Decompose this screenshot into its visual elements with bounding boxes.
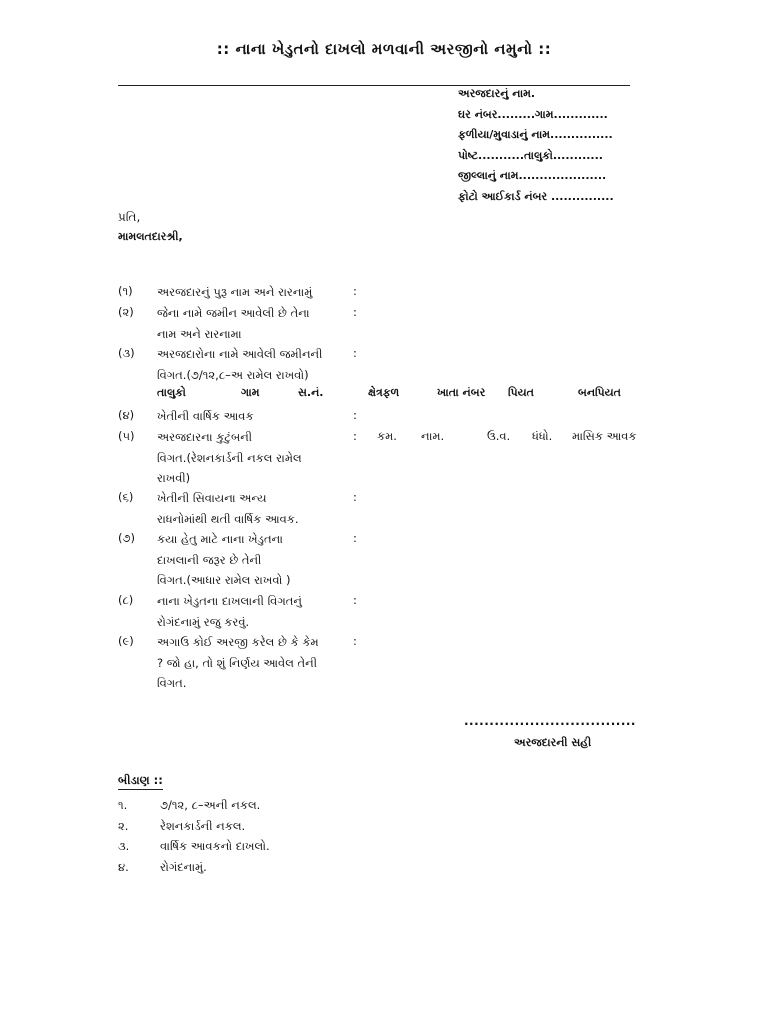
colon: :: [353, 284, 357, 298]
signature-line: ..................................: [464, 714, 636, 728]
applicant-name-field: અરજદારનું નામ.: [458, 87, 536, 100]
enclosure-text: વાર્ષિક આવકનો દાખલો.: [160, 839, 270, 853]
question-text: નાના ખેડુતના દાખલાની વિગતનું: [157, 594, 302, 608]
colon: :: [353, 429, 357, 443]
question-text: અરજદારોના નામે આવેલી જમીનની: [157, 347, 323, 361]
colon: :: [353, 593, 357, 607]
enclosures-title: બીડાણ ::: [118, 773, 163, 790]
addressee: [118, 207, 183, 247]
page-title: :: નાના ખેડુતનો દાખલો મળવાની અરજીનો નમુનો ::: [216, 40, 552, 58]
question-number: (૩): [118, 346, 135, 360]
family-header-age: ઉ.વ.: [487, 429, 511, 443]
officer-label: મામલતદારશ્રી,: [118, 230, 183, 243]
colon: :: [353, 490, 357, 504]
land-header-area: ક્ષેત્રફળ: [368, 386, 400, 399]
question-text: રાધનોમાંથી થતી વાર્ષિક આવક.: [157, 511, 299, 526]
question-number: (૬): [118, 490, 134, 504]
signature-label: અરજદારની સહી: [514, 736, 592, 749]
question-number: (૨): [118, 305, 134, 319]
question-text: ખેતીની વાર્ષિક આવક: [157, 409, 254, 423]
family-header-monthly-income: માસિક આવક: [572, 429, 637, 443]
question-text: વિગત.(આધાર રામેલ રાખવો ): [157, 573, 291, 587]
locality-field: ફળીયા/મુવાડાનું નામ...............: [458, 128, 613, 141]
question-text: રાખવી): [157, 471, 191, 485]
question-text: જેના નામે જમીન આવેલી છે તેના: [157, 306, 310, 320]
question-number: (૧): [118, 284, 133, 298]
colon: :: [353, 346, 357, 360]
question-text: રોગંદનામું રજુ કરવું.: [157, 614, 250, 629]
question-text: ? જો હા, તો શું નિર્ણય આવેલ તેની: [157, 655, 318, 670]
question-text: નામ અને રારનામા: [157, 326, 242, 341]
land-header-taluka: તાલુકો: [157, 386, 186, 399]
question-text: ખેતીની સિવાયના અન્ય: [157, 491, 267, 505]
question-number: (૯): [118, 634, 134, 648]
question-number: (૫): [118, 429, 135, 443]
photo-id-field: ફોટો આઈકાર્ડ નંબર ...............: [458, 189, 614, 203]
question-text: દાખલાની જરૂર છે તેની: [157, 552, 262, 567]
colon: :: [353, 531, 357, 545]
enclosure-text: રોગંદનામું.: [160, 860, 207, 874]
prati-label: પ્રતિ,: [118, 210, 141, 224]
district-field: જીલ્લાનું નામ.....................: [458, 169, 607, 182]
question-text: અગાઉ કોઈ અરજી કરેલ છે કે કેમ: [157, 635, 319, 649]
enclosure-number: ૪.: [118, 860, 129, 874]
land-header-account-no: ખાતા નંબર: [437, 386, 486, 399]
question-text: વિગત.(રેશનકાર્ડની નકલ રામેલ: [157, 450, 302, 465]
enclosure-number: ૨.: [118, 819, 129, 833]
family-header-serial: કમ.: [377, 429, 397, 443]
question-text: વિગત.(૭/૧૨,૮–અ રામેલ રાખવો): [157, 367, 309, 382]
land-header-survey-no: સ.નં.: [298, 386, 324, 399]
applicant-details: [458, 84, 614, 207]
colon: :: [353, 634, 357, 648]
enclosure-text: ૭/૧૨, ૮–અની નકલ.: [160, 798, 261, 812]
question-text: અરજદારના કુટુંબની: [157, 430, 253, 444]
house-village-field: ઘર નંબર.........ગામ.............: [458, 107, 608, 121]
land-header-irrigated: પિયત: [508, 386, 534, 399]
question-text: વિગત.: [157, 676, 187, 690]
colon: :: [353, 305, 357, 319]
land-header-non-irrigated: બનપિયત: [578, 386, 621, 399]
enclosure-text: રેશનકાર્ડની નકલ.: [160, 819, 246, 833]
colon: :: [353, 408, 357, 422]
family-header-occupation: ધંધો.: [532, 429, 553, 443]
question-number: (૮): [118, 593, 134, 607]
enclosure-number: ૩.: [118, 839, 130, 853]
enclosure-number: ૧.: [118, 798, 128, 812]
land-header-village: ગામ: [241, 386, 260, 399]
question-number: (૭): [118, 531, 135, 545]
post-taluka-field: પોષ્ટ...........તાલુકો............: [458, 148, 603, 162]
question-number: (૪): [118, 408, 135, 422]
question-text: કયા હેતુ માટે નાના ખેડુતના: [157, 532, 283, 546]
family-header-name: નામ.: [421, 429, 445, 443]
question-text: અરજદારનું પુરૂ નામ અને રારનામું: [157, 285, 313, 299]
